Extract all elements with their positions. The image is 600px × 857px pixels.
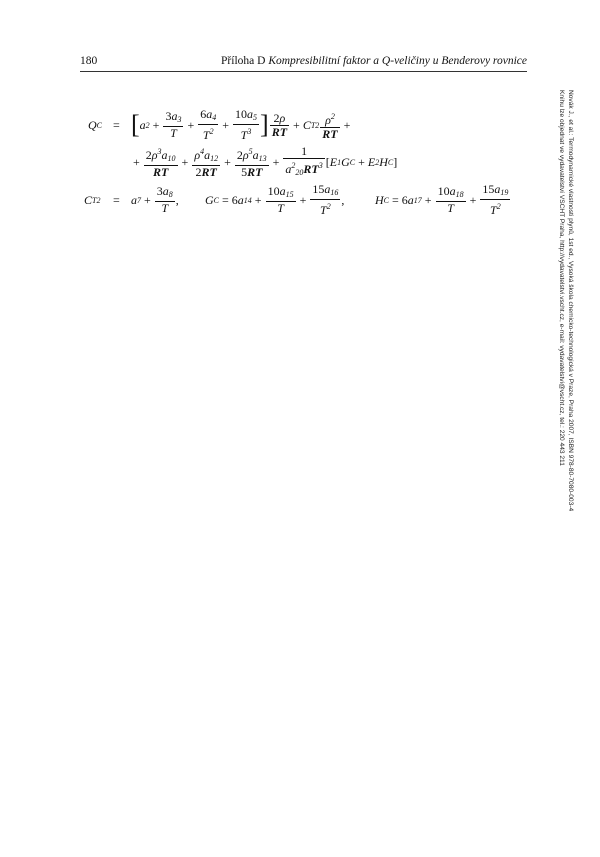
equation-hc: H C = 6 a 17 + $\frac{10a_{18}}{T}$ + $\frac{15a_{19}}{T^2}$: [375, 182, 509, 217]
equation-qc-line2: + $\frac{2\rho^3a_{10}}{RT}$ + $\frac{\rho^4a_{12}}{2RT}$ + $\frac{2\rho^5a_{13}}{5RT}$ + $\frac{1}{a^2_{20}RT^3}$ [ E 1 G C + E 2 H C ]: [133, 144, 398, 179]
citation-line-1: Novák J., et al.: Termodynamické vlastnosti plynů, 1st ed., Vysoká škola chemicko-technologická v Praze, Praha 2007, ISBN 978-80-7080-003-4: [567, 90, 574, 512]
equation-ct2: a 7 + $\frac{3a_8}{T}$ ,: [131, 184, 179, 215]
appendix-label: Příloha D: [221, 55, 266, 67]
lhs-ct2: C T2: [84, 192, 101, 207]
eq-sign-2: =: [113, 192, 120, 207]
appendix-title: Kompresibilitní faktor a Q-veličiny u Benderovy rovnice: [268, 55, 527, 67]
citation-line-2: Knihu lze objednat ve vydavatelství VŠCHT Praha, http://vydavatelstvi.vscht.cz, e-mail: vydavatelstvi@vscht.cz, tel.: 220 443 211: [558, 90, 566, 466]
equation-gc: G C = 6 a 14 + $\frac{10a_{15}}{T}$ + $\frac{15a_{16}}{T^2}$ ,: [205, 182, 345, 217]
eq-sign-1: =: [113, 117, 120, 132]
lhs-qc: Q C: [88, 117, 103, 132]
page-number: 180: [80, 55, 98, 67]
equation-qc-line1: [ a 2 + $\frac{3a_3}{T}$ + $\frac{6a_4}{T^2}$ + $\frac{10a_5}{T^3}$ ] $\frac{2\rho}{RT}$ + C T2 $\frac{\rho^2}{RT}$ +: [131, 107, 351, 142]
